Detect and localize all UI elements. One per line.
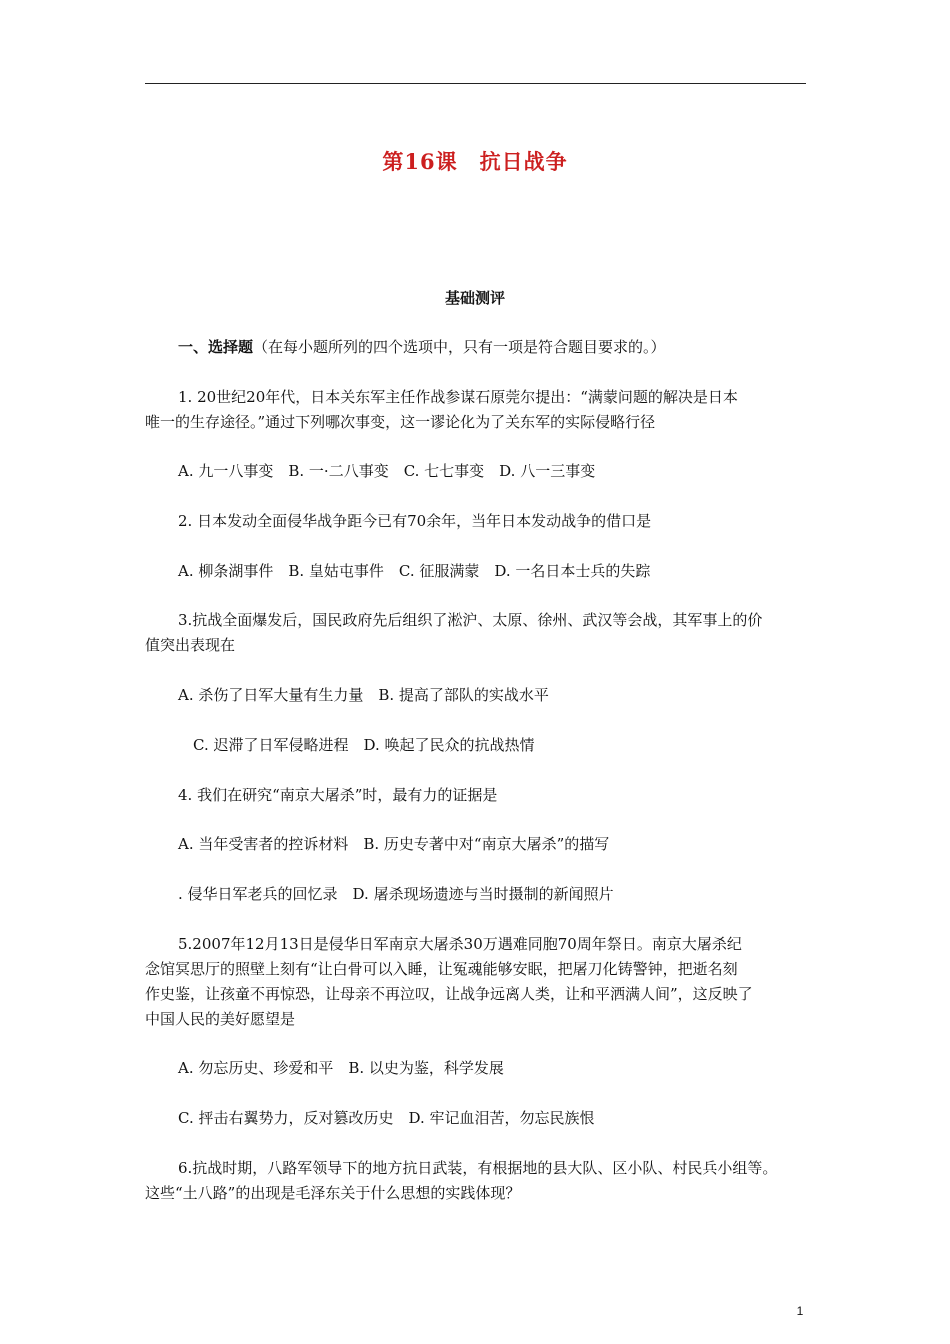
question-6-line-1: 6.抗战时期，八路军领导下的地方抗日武装，有根据地的县大队、区小队、村民兵小组等。 <box>178 1159 778 1177</box>
question-4-options-cd: . 侵华日军老兵的回忆录 D. 屠杀现场遗迹与当时摄制的新闻照片 <box>178 885 614 903</box>
question-5-line-4: 中国人民的美好愿望是 <box>145 1010 296 1028</box>
question-3-options-cd: C. 迟滞了日军侵略进程 D. 唤起了民众的抗战热情 <box>193 736 535 754</box>
question-5-options-ab: A. 勿忘历史、珍爱和平 B. 以史为鉴，科学发展 <box>178 1059 504 1077</box>
question-5-line-3: 作史鉴，让孩童不再惊恐，让母亲不再泣叹，让战争远离人类，让和平洒满人间”，这反映了 <box>145 985 753 1003</box>
question-3-line-2: 值突出表现在 <box>145 636 236 654</box>
part-one-heading <box>178 335 666 359</box>
part-one-label: 一、选择题 <box>178 338 254 356</box>
question-2-options: A. 柳条湖事件 B. 皇姑屯事件 C. 征服满蒙 D. 一名日本士兵的失踪 <box>178 562 651 580</box>
header-rule <box>145 83 806 84</box>
question-4-options-ab: A. 当年受害者的控诉材料 B. 历史专著中对“南京大屠杀”的描写 <box>178 835 610 853</box>
question-5-options-cd: C. 抨击右翼势力，反对篡改历史 D. 牢记血泪苦，勿忘民族恨 <box>178 1109 595 1127</box>
section-title: 基础测评 <box>444 289 505 307</box>
question-3-options-ab: A. 杀伤了日军大量有生力量 B. 提高了部队的实战水平 <box>178 686 549 704</box>
lesson-title: 第16课 抗日战争 <box>382 149 568 174</box>
page-number: 1 <box>796 1304 804 1318</box>
question-6-line-2: 这些“土八路”的出现是毛泽东关于什么思想的实践体现？ <box>145 1184 521 1202</box>
part-one-instruction: （在每小题所列的四个选项中，只有一项是符合题目要求的。） <box>253 338 666 356</box>
question-4-line-1: 4. 我们在研究“南京大屠杀”时，最有力的证据是 <box>178 786 498 804</box>
question-1-options: A. 九一八事变 B. 一·二八事变 C. 七七事变 D. 八一三事变 <box>178 462 596 480</box>
question-5-line-1: 5.2007年12月13日是侵华日军南京大屠杀30万遇难同胞70周年祭日。南京大屠杀纪 <box>178 935 742 953</box>
question-1-line-2: 唯一的生存途径。”通过下列哪次事变，这一谬论化为了关东军的实际侵略行径 <box>145 413 656 431</box>
question-3-line-1: 3.抗战全面爆发后，国民政府先后组织了淞沪、太原、徐州、武汉等会战，其军事上的价 <box>178 611 763 629</box>
question-2-line-1: 2. 日本发动全面侵华战争距今已有70余年，当年日本发动战争的借口是 <box>178 512 652 530</box>
question-1-line-1: 1. 20世纪20年代，日本关东军主任作战参谋石原莞尔提出：“满蒙问题的解决是日本 <box>178 388 738 406</box>
question-5-line-2: 念馆冥思厅的照壁上刻有“让白骨可以入睡，让冤魂能够安眠，把屠刀化铸警钟，把逝名刻 <box>145 960 738 978</box>
